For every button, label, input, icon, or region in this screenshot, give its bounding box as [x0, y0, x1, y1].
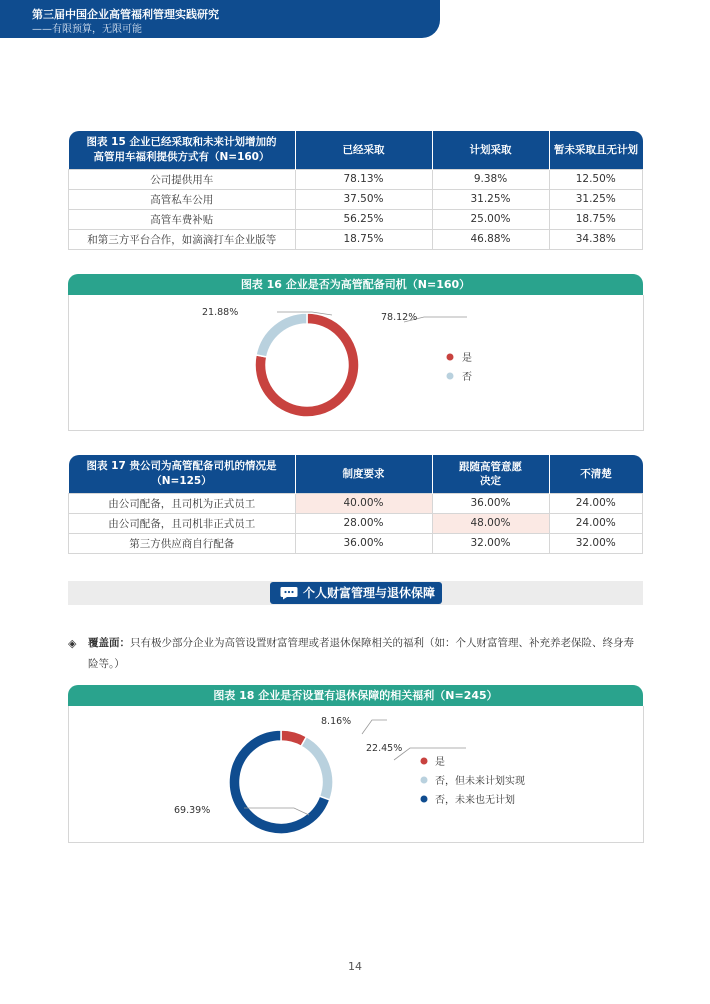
table-15-col-header: 暂未采取且无计划 [549, 131, 643, 169]
table-15-title: 图表 15 企业已经采取和未来计划增加的 高管用车福利提供方式有（N=160） [69, 131, 296, 169]
table-row [69, 169, 643, 189]
section-heading [270, 582, 442, 604]
section-title: 个人财富管理与退休保障 [303, 586, 436, 600]
table-row [69, 209, 643, 229]
bullet-lead: 覆盖面： [88, 637, 130, 649]
legend-marker-no [447, 373, 454, 380]
cell-value: 32.00% [549, 533, 643, 553]
row-label: 由公司配备，且司机非正式员工 [69, 513, 296, 533]
row-label: 由公司配备，且司机为正式员工 [69, 493, 296, 513]
row-label: 第三方供应商自行配备 [69, 533, 296, 553]
leader-line [394, 748, 466, 760]
row-label: 和第三方平台合作，如滴滴打车企业版等 [69, 229, 296, 249]
chart-18 [68, 706, 644, 843]
row-label: 高管私车公用 [69, 189, 296, 209]
cell-value-highlighted: 40.00% [295, 493, 432, 513]
cell-value: 78.13% [295, 169, 432, 189]
table-17-col-header: 制度要求 [295, 455, 432, 493]
cell-value: 31.25% [432, 189, 549, 209]
diamond-bullet-icon: ◈ [68, 637, 77, 650]
legend-marker-no-plan [421, 777, 428, 784]
legend-label-yes: 是 [462, 353, 472, 364]
donut-slice [301, 737, 333, 800]
table-17-col-header: 跟随高管意愿 决定 [432, 455, 549, 493]
cell-value: 36.00% [295, 533, 432, 553]
legend-label-no: 否 [462, 372, 472, 383]
report-header [0, 0, 440, 38]
cell-value: 12.50% [549, 169, 643, 189]
data-label-no: 69.39% [174, 805, 211, 816]
cell-value: 25.00% [432, 209, 549, 229]
table-15-col-header: 已经采取 [295, 131, 432, 169]
data-label-no: 21.88% [202, 307, 239, 318]
cell-value: 18.75% [549, 209, 643, 229]
chart-18-svg [69, 706, 643, 842]
data-label-yes: 78.12% [381, 312, 418, 323]
table-17-col-header: 不清楚 [549, 455, 643, 493]
report-subtitle: ——有限预算，无限可能 [32, 24, 142, 35]
chart-16-title: 图表 16 企业是否为高管配备司机（N=160） [68, 274, 643, 295]
cell-value: 37.50% [295, 189, 432, 209]
table-15-col-header: 计划采取 [432, 131, 549, 169]
chart-16 [68, 295, 644, 431]
report-title: 第三届中国企业高管福利管理实践研究 [32, 8, 219, 21]
cell-value: 28.00% [295, 513, 432, 533]
legend-label-no-plan: 否，但未来计划实现 [435, 776, 525, 787]
chart-18-title: 图表 18 企业是否设置有退休保障的相关福利（N=245） [68, 685, 643, 706]
table-17 [68, 455, 643, 554]
table-row [69, 513, 643, 533]
table-row [69, 493, 643, 513]
page-number: 14 [348, 960, 362, 973]
row-label: 公司提供用车 [69, 169, 296, 189]
cell-value-highlighted: 48.00% [432, 513, 549, 533]
legend-marker-yes [421, 758, 428, 765]
leader-line [362, 720, 387, 734]
table-15 [68, 131, 643, 250]
cell-value: 24.00% [549, 493, 643, 513]
cell-value: 36.00% [432, 493, 549, 513]
legend-marker-yes [447, 354, 454, 361]
table-row [69, 189, 643, 209]
bullet-text: 只有极少部分企业为高管设置财富管理或者退休保障相关的福利（如：个人财富管理、补充养老保险、终身寿险等。） [88, 637, 634, 670]
chat-bubble-icon [280, 586, 298, 600]
legend-marker-no [421, 796, 428, 803]
legend-label-no: 否，未来也无计划 [435, 795, 515, 806]
chart-16-svg [69, 295, 643, 430]
table-row [69, 229, 643, 249]
cell-value: 46.88% [432, 229, 549, 249]
row-label: 高管车费补贴 [69, 209, 296, 229]
table-row [69, 533, 643, 553]
data-label-no-plan: 22.45% [366, 743, 403, 754]
legend-label-yes: 是 [435, 757, 445, 768]
cell-value: 24.00% [549, 513, 643, 533]
table-17-title: 图表 17 贵公司为高管配备司机的情况是 （N=125） [69, 455, 296, 493]
cell-value: 32.00% [432, 533, 549, 553]
cell-value: 31.25% [549, 189, 643, 209]
data-label-yes: 8.16% [321, 716, 352, 727]
cell-value: 56.25% [295, 209, 432, 229]
cell-value: 9.38% [432, 169, 549, 189]
cell-value: 34.38% [549, 229, 643, 249]
donut-slice [256, 313, 307, 357]
cell-value: 18.75% [295, 229, 432, 249]
